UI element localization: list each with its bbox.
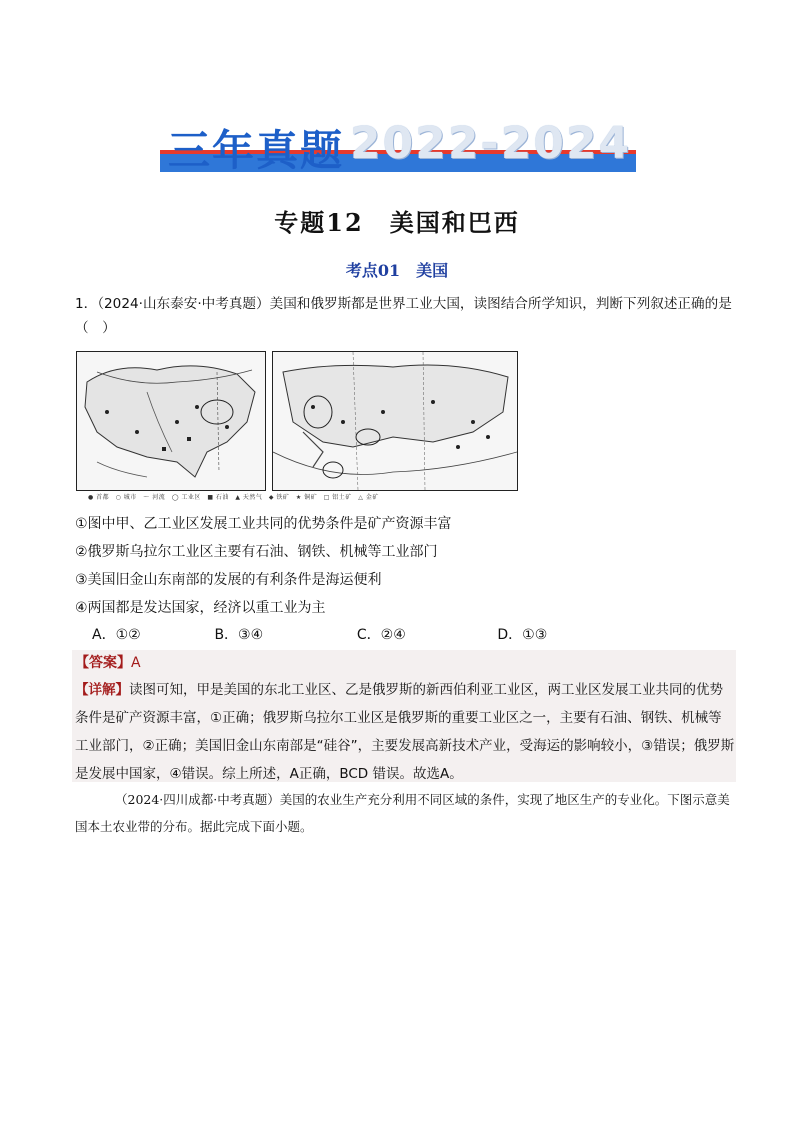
answer-line bbox=[75, 652, 141, 672]
question-2-stem: （2024·四川成都·中考真题）美国的农业生产充分利用不同区域的条件，实现了地区生产的专业化。下图示意美国本土农业带的分布。据此完成下面小题。 bbox=[75, 792, 730, 834]
detail-paragraph bbox=[75, 676, 735, 788]
title-banner bbox=[160, 118, 636, 176]
statement-1: ①图中甲、乙工业区发展工业共同的优势条件是矿产资源丰富 bbox=[75, 516, 452, 532]
map-legend: ● 首都 ○ 城市 ～ 河流 ◯ 工业区 ■ 石油 ▲ 天然气 ◆ 铁矿 ★ 铜矿 □ 铝土矿 △ 金矿 bbox=[88, 494, 379, 501]
point-title: 考点01 美国 bbox=[345, 261, 449, 280]
banner-title-main: 三年真题 bbox=[168, 126, 345, 175]
detail-text: 读图可知，甲是美国的东北工业区、乙是俄罗斯的新西伯利亚工业区，两工业区发展工业共同的优势条件是矿产资源丰富，①正确；俄罗斯乌拉尔工业区是俄罗斯的重要工业区之一，主要有石油、钢铁、机械等工业部门，②正确；美国旧金山东南部是“硅谷”，主要发展高新技术产业，受海运的影响较小，③错误；俄罗斯是发展中国家，④错误。综上所述，A正确，BCD 错误。故选A。 bbox=[75, 682, 735, 782]
question-1-stem: 1．（2024·山东泰安·中考真题）美国和俄罗斯都是世界工业大国，读图结合所学知识，判断下列叙述正确的是（ ） bbox=[75, 296, 732, 336]
russia-map-drawing bbox=[273, 352, 517, 490]
option-a[interactable]: A．①② bbox=[92, 627, 141, 643]
russia-map-image bbox=[272, 351, 518, 491]
detail-label: 【详解】 bbox=[75, 682, 129, 698]
answer-label: 【答案】 bbox=[75, 655, 131, 671]
statement-2: ②俄罗斯乌拉尔工业区主要有石油、钢铁、机械等工业部门 bbox=[75, 544, 438, 560]
statement-4: ④两国都是发达国家，经济以重工业为主 bbox=[75, 600, 326, 616]
usa-map-drawing bbox=[77, 352, 265, 490]
option-d[interactable]: D．①③ bbox=[497, 627, 548, 643]
statement-3: ③美国旧金山东南部的发展的有利条件是海运便利 bbox=[75, 572, 382, 588]
option-c[interactable]: C．②④ bbox=[356, 627, 406, 643]
answer-value: A bbox=[131, 655, 141, 671]
topic-title: 专题12 美国和巴西 bbox=[274, 208, 520, 237]
banner-title-years: 2022-2024 bbox=[350, 118, 632, 169]
answer-options bbox=[92, 624, 547, 644]
question-1-figure bbox=[76, 351, 516, 501]
option-b[interactable]: B．③④ bbox=[214, 627, 264, 643]
usa-map-image bbox=[76, 351, 266, 491]
